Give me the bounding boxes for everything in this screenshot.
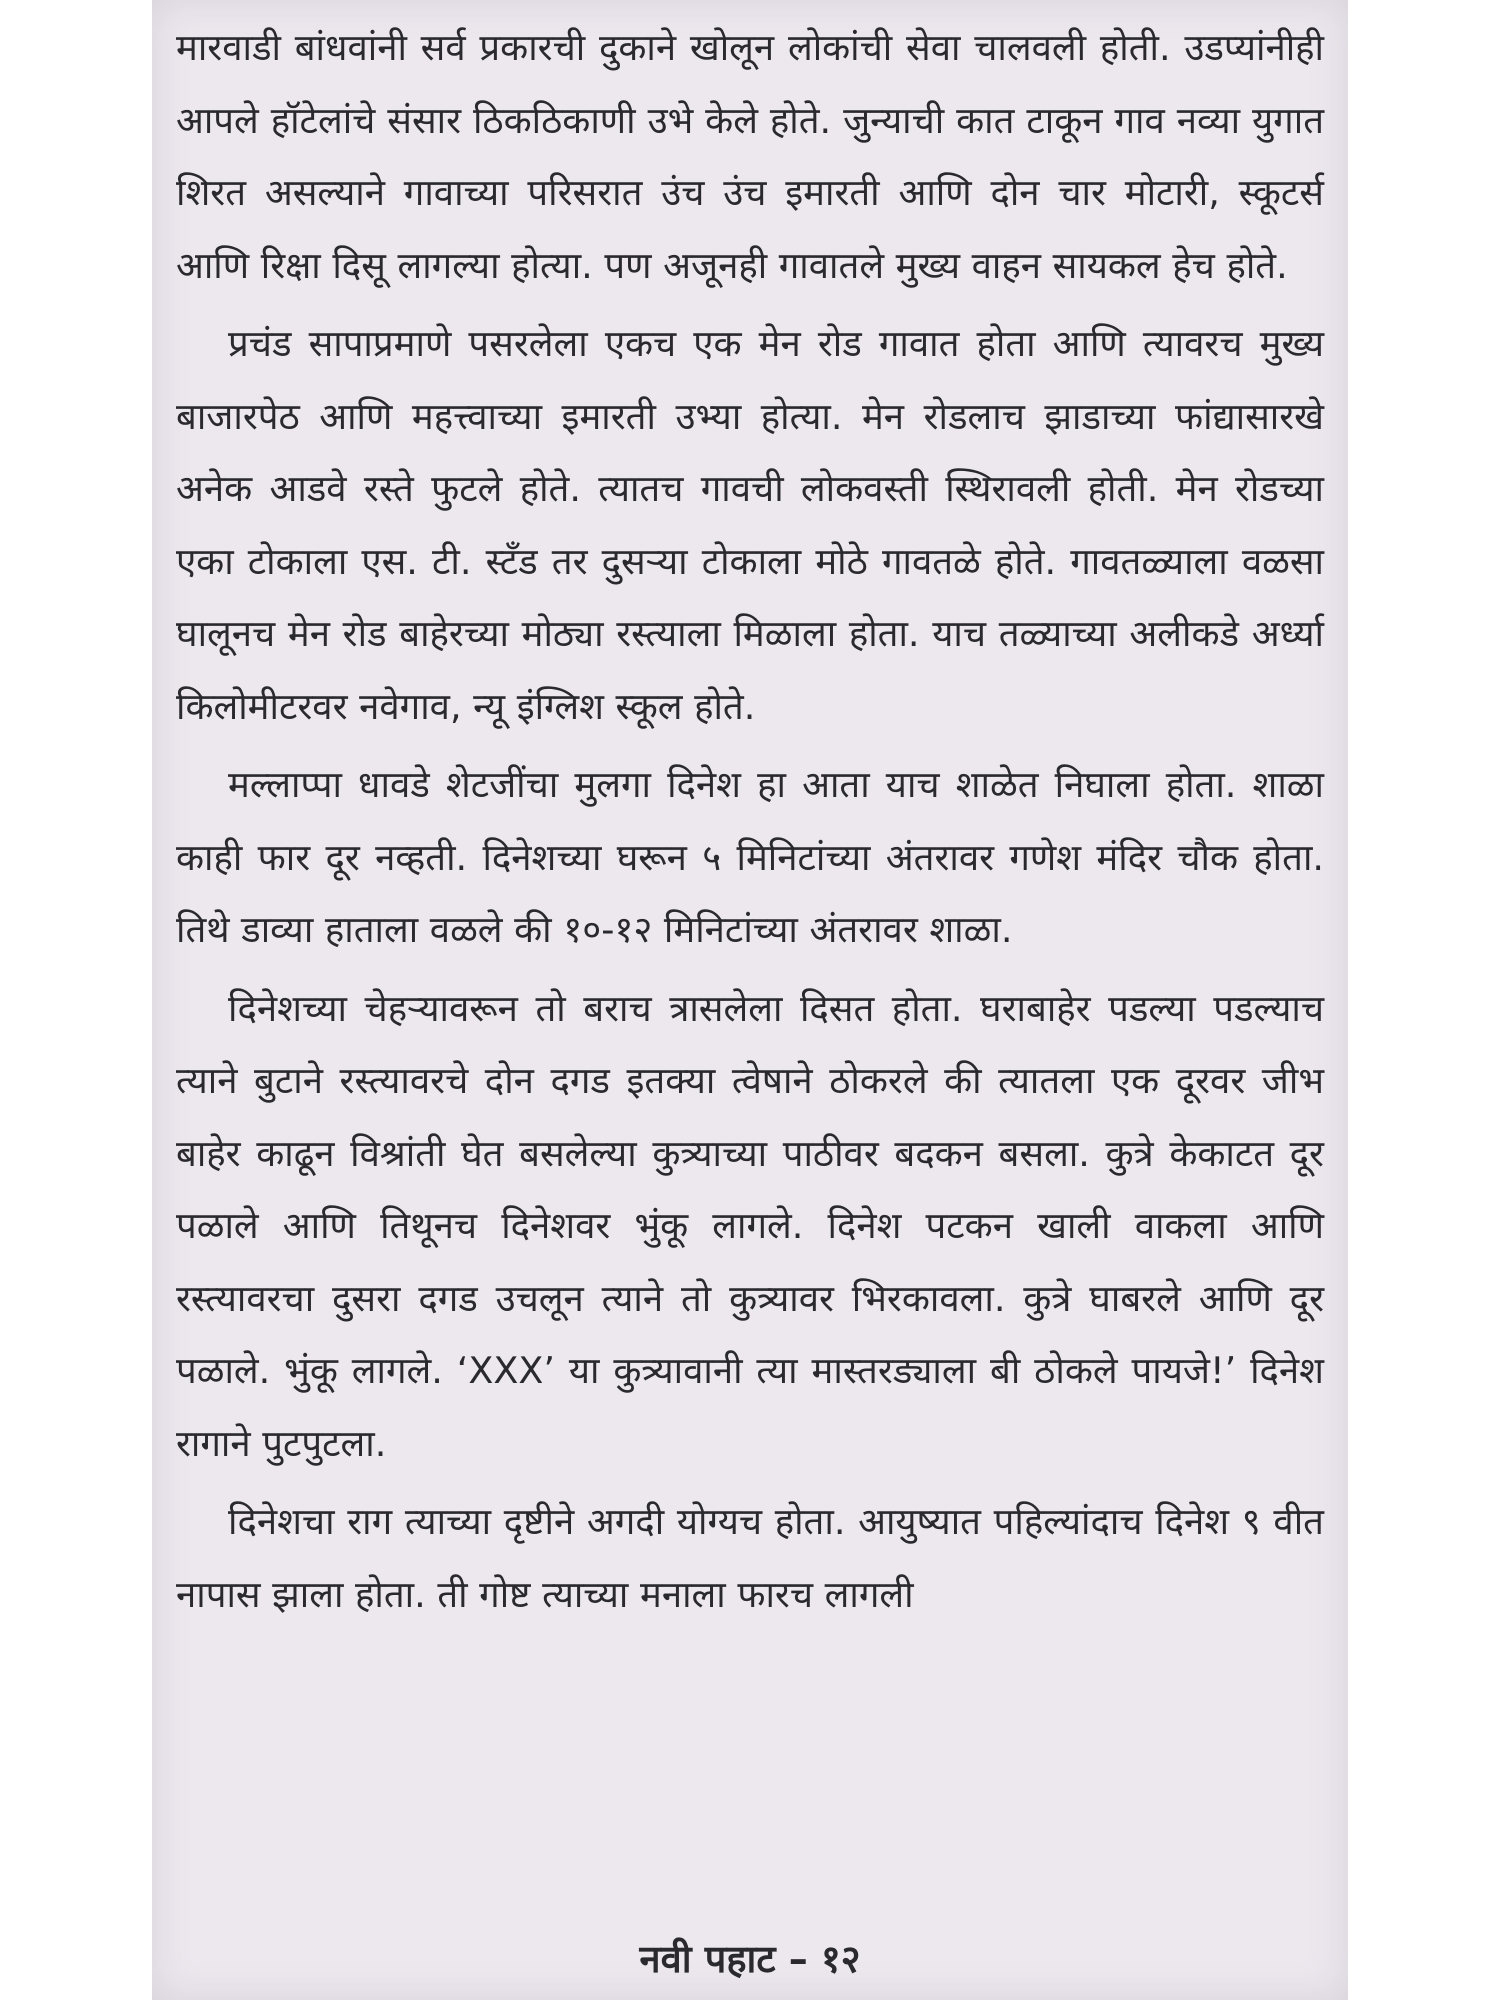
paragraph-5: दिनेशचा राग त्याच्या दृष्टीने अगदी योग्यच होता. आयुष्यात पहिल्यांदाच दिनेश ९ वीत नापास झाला होता. ती गोष्ट त्याच्या मनाला फारच लागली	[176, 1500, 1324, 1616]
page-footer-title-and-number: नवी पहाट – १२	[639, 1937, 861, 1981]
paragraph-1: मारवाडी बांधवांनी सर्व प्रकारची दुकाने खोलून लोकांची सेवा चालवली होती. उडप्यांनीही आपले हॉटेलांचे संसार ठिकठिकाणी उभे केले होते. जुन्याची कात टाकून गाव नव्या युगात शिरत असल्याने गावाच्या परिसरात उंच उंच इमारती आणि दोन चार मोटारी, स्कूटर्स आणि रिक्षा दिसू लागल्या होत्या. पण अजूनही गावातले मुख्य वाहन सायकल हेच होते.	[176, 26, 1324, 287]
page-body-text	[176, 12, 1324, 1631]
paragraph-4: दिनेशच्या चेहऱ्यावरून तो बराच त्रासलेला दिसत होता. घराबाहेर पडल्या पडल्याच त्याने बुटाने रस्त्यावरचे दोन दगड इतक्या त्वेषाने ठोकरले की त्यातला एक दूरवर जीभ बाहेर काढून विश्रांती घेत बसलेल्या कुत्र्याच्या पाठीवर बदकन बसला. कुत्रे केकाटत दूर पळाले आणि तिथूनच दिनेशवर भुंकू लागले. दिनेश पटकन खाली वाकला आणि रस्त्यावरचा दुसरा दगड उचलून त्याने तो कुत्र्यावर भिरकावला. कुत्रे घाबरले आणि दूर पळाले. भुंकू लागले. ‘XXX’ या कुत्र्यावानी त्या मास्तरड्याला बी ठोकले पायजे!’ दिनेश रागाने पुटपुटला.	[176, 986, 1324, 1465]
book-page	[152, 0, 1348, 2000]
paragraph-2: प्रचंड सापाप्रमाणे पसरलेला एकच एक मेन रोड गावात होता आणि त्यावरच मुख्य बाजारपेठ आणि महत्त्वाच्या इमारती उभ्या होत्या. मेन रोडलाच झाडाच्या फांद्यासारखे अनेक आडवे रस्ते फुटले होते. त्यातच गावची लोकवस्ती स्थिरावली होती. मेन रोडच्या एका टोकाला एस. टी. स्टँड तर दुसऱ्या टोकाला मोठे गावतळे होते. गावतळ्याला वळसा घालूनच मेन रोड बाहेरच्या मोठ्या रस्त्याला मिळाला होता. याच तळ्याच्या अलीकडे अर्ध्या किलोमीटरवर नवेगाव, न्यू इंग्लिश स्कूल होते.	[176, 322, 1324, 728]
paragraph-3: मल्लाप्पा धावडे शेटजींचा मुलगा दिनेश हा आता याच शाळेत निघाला होता. शाळा काही फार दूर नव्हती. दिनेशच्या घरून ५ मिनिटांच्या अंतरावर गणेश मंदिर चौक होता. तिथे डाव्या हाताला वळले की १०-१२ मिनिटांच्या अंतरावर शाळा.	[176, 763, 1324, 951]
